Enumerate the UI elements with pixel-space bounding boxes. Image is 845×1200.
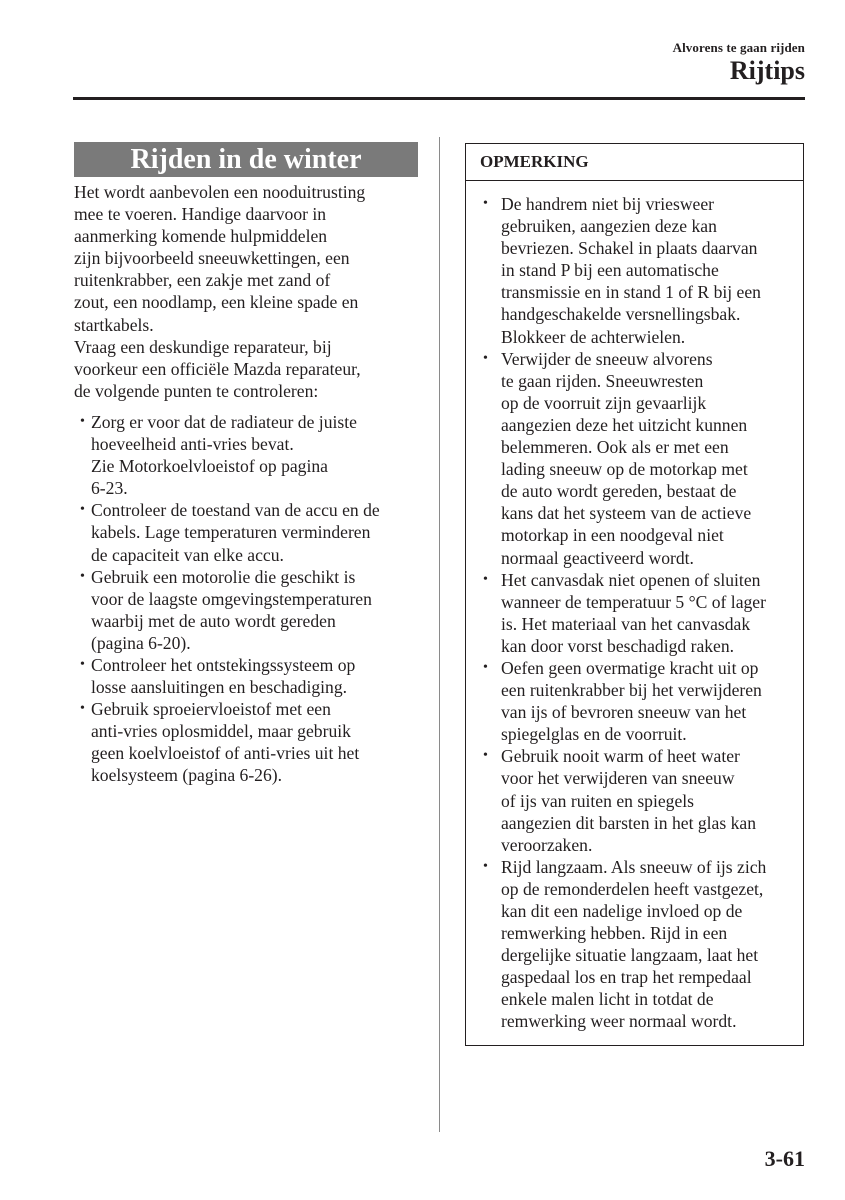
text-line: • Het canvasdak niet openen of sluiten [501,569,761,590]
column-divider [439,137,440,1132]
text-line: of ijs van ruiten en spiegels [501,790,694,811]
text-line: • Controleer de toestand van de accu en de [91,500,380,521]
list-item [74,411,418,499]
text-line: bevriezen. Schakel in plaats daarvan [501,238,758,259]
text-line: geen koelvloeistof of anti-vries uit het [91,743,360,764]
text-line: in stand P bij een automatische [501,260,719,281]
text-line: enkele malen licht in totdat de [501,989,714,1010]
note-item [466,657,803,745]
text-line: veroorzaken. [501,834,593,855]
text-line: kan dit een nadelige invloed op de [501,901,743,921]
text-line: (pagina 6-20). [91,632,191,653]
text-line: belemmeren. Ook als er met een [501,437,729,458]
text-line: lading sneeuw op de motorkap met [501,459,748,480]
text-line: de capaciteit van elke accu. [91,544,284,565]
text-line: • Zorg er voor dat de radiateur de juiste [91,411,357,432]
text-line: gaspedaal los en trap het rempedaal [501,967,752,988]
text-line: mee te voeren. Handige daarvoor in [74,204,327,225]
text-line: de auto wordt gereden, bestaat de [501,481,737,502]
text-line: • Gebruik sproeiervloeistof met een [91,699,331,720]
text-line: voorkeur een officiële Mazda reparateur, [74,358,361,379]
text-line: koelsysteem (pagina 6-26). [91,765,283,786]
page-number: 3-61 [764,1146,805,1171]
text-line: spiegelglas en de voorruit. [501,724,687,745]
text-line: • Gebruik een motorolie die geschikt is [91,566,356,587]
text-line: op de voorruit zijn gevaarlijk [501,392,707,413]
note-box [465,143,804,1046]
text-line: gebruiken, aangezien deze kan [501,216,717,237]
chapter-label: Alvorens te gaan rijden [672,40,805,55]
text-line: de volgende punten te controleren: [74,380,319,401]
section-title: Rijden in de winter [74,142,418,177]
text-line: een ruitenkrabber bij het verwijderen [501,680,762,701]
text-line: kans dat het systeem van de actieve [501,503,752,524]
text-line: • Rijd langzaam. Als sneeuw of ijs zich [501,856,767,877]
text-line: • De handrem niet bij vriesweer [501,194,714,214]
text-line: aanmerking komende hulpmiddelen [74,226,328,247]
text-line: • Controleer het ontstekingssysteem op [91,654,356,675]
text-line: van ijs of bevroren sneeuw van het [501,702,747,723]
text-line: startkabels. [74,314,154,335]
text-line: voor het verwijderen van sneeuw [501,768,735,789]
text-line: anti-vries oplosmiddel, maar gebruik [91,721,351,742]
text-line: • Oefen geen overmatige kracht uit op [501,657,759,678]
list-item [74,698,418,786]
text-line: voor de laagste omgevingstemperaturen [91,588,372,609]
text-line: losse aansluitingen en beschadiging. [91,677,348,698]
text-line: 6-23. [91,478,128,499]
note-list [466,193,803,1033]
text-line: Het wordt aanbevolen een nooduitrusting [74,182,366,202]
text-line: aangezien deze het uitzicht kunnen [501,414,748,435]
list-item [74,654,418,698]
list-item [74,499,418,565]
text-line: transmissie en in stand 1 of R bij een [501,282,761,303]
text-line: wanneer de temperatuur 5 °C of lager [501,591,766,612]
note-item [466,569,803,657]
left-column [74,142,418,787]
text-line: normaal geactiveerd wordt. [501,547,694,568]
checklist [74,411,418,787]
text-line: motorkap in een noodgeval niet [501,525,724,546]
text-line: Blokkeer de achterwielen. [501,326,686,347]
text-line: is. Het materiaal van het canvasdak [501,613,751,634]
text-line: • Verwijder de sneeuw alvorens [501,348,713,369]
header-rule [73,97,805,100]
text-line: dergelijke situatie langzaam, laat het [501,945,759,966]
text-line: zijn bijvoorbeeld sneeuwkettingen, een [74,248,350,269]
text-line: • Gebruik nooit warm of heet water [501,746,740,767]
text-line: op de remonderdelen heeft vastgezet, [501,878,764,899]
list-item [74,566,418,654]
note-item [466,193,803,348]
text-line: kabels. Lage temperaturen verminderen [91,522,371,543]
text-line: ruitenkrabber, een zakje met zand of [74,270,331,291]
text-line: waarbij met de auto wordt gereden [91,610,336,631]
note-item [466,745,803,855]
text-line: kan door vorst beschadigd raken. [501,635,735,656]
text-line: hoeveelheid anti-vries bevat. [91,434,294,455]
intro-paragraph [74,181,418,402]
text-line: te gaan rijden. Sneeuwresten [501,370,704,391]
text-line: handgeschakelde versnellingsbak. [501,304,741,325]
text-line: Vraag een deskundige reparateur, bij [74,336,332,357]
text-line: aangezien dit barsten in het glas kan [501,812,757,833]
note-item [466,348,803,569]
text-line: Zie Motorkoelvloeistof op pagina [91,456,328,477]
text-line: remwerking hebben. Rijd in een [501,923,728,944]
text-line: remwerking weer normaal wordt. [501,1011,737,1032]
note-heading: OPMERKING [466,144,803,181]
page-section-title: Rijtips [729,56,805,85]
text-line: zout, een noodlamp, een kleine spade en [74,292,359,313]
note-item [466,856,803,1033]
